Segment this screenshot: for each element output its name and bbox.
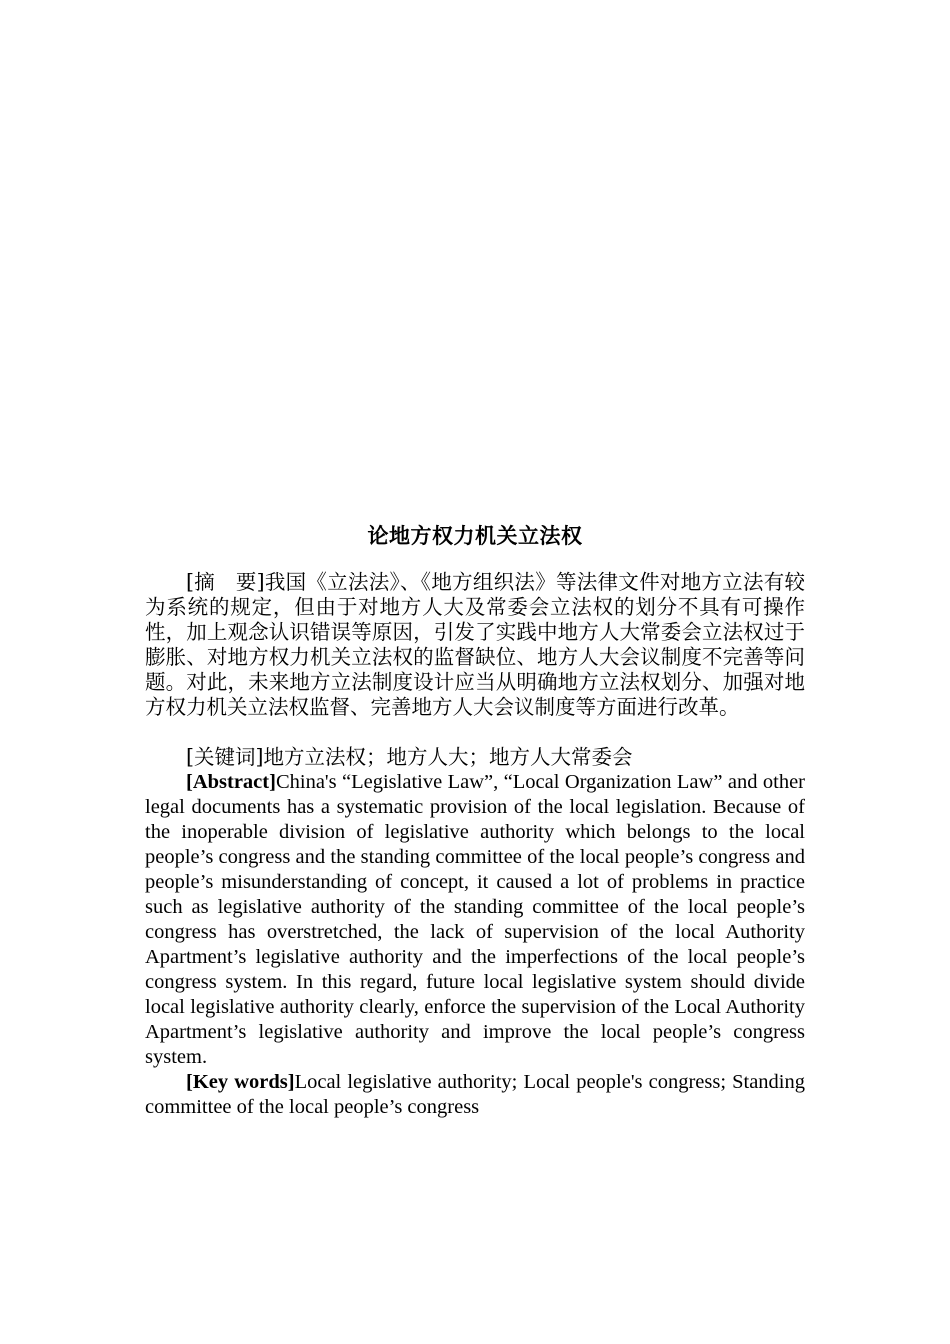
chinese-keywords-text: 地方立法权；地方人大；地方人大常委会 bbox=[263, 745, 633, 769]
english-keywords bbox=[145, 1070, 805, 1120]
chinese-abstract-text: 我国《立法法》、《地方组织法》等法律文件对地方立法有较为系统的规定，但由于对地方人大及常委会立法权的划分不具有可操作性，加上观念认识错误等原因，引发了实践中地方人大常委会立法权过于膨胀、对地方权力机关立法权的监督缺位、地方人大会议制度不完善等问题。对此，未来地方立法制度设计应当从明确地方立法权划分、加强对地方权力机关立法权监督、完善地方人大会议制度等方面进行改革。 bbox=[145, 570, 805, 719]
english-abstract-text: China's “Legislative Law”, “Local Organization Law” and other legal documents has a systematic provision of the local legislation. Because of the inoperable division of legislative authority which belongs to the local people’s congress and the standing committee of the local people’s congress and people’s misunderstanding of concept, it caused a lot of problems in practice such as legislative authority of the standing committee of the local people’s congress has overstretched, the lack of supervision of the local Authority Apartment’s legislative authority and the imperfections of the local people’s congress system. In this regard, future local legislative system should divide local legislative authority clearly, enforce the supervision of the Local Authority Apartment’s legislative authority and improve the local people’s congress system. bbox=[145, 771, 805, 1068]
chinese-keywords bbox=[145, 745, 805, 770]
english-keywords-label: [Key words] bbox=[186, 1071, 295, 1093]
english-keywords-text: Local legislative authority; Local people's congress; Standing committee of the local people’s congress bbox=[145, 1071, 805, 1118]
chinese-abstract bbox=[145, 570, 805, 720]
chinese-abstract-label: [摘 要] bbox=[186, 570, 265, 594]
english-abstract-label: [Abstract] bbox=[186, 771, 276, 793]
paper-title: 论地方权力机关立法权 bbox=[367, 524, 583, 548]
abstract-section bbox=[145, 521, 805, 1120]
chinese-keywords-label: [关键词] bbox=[186, 745, 264, 769]
english-abstract bbox=[145, 770, 805, 1070]
